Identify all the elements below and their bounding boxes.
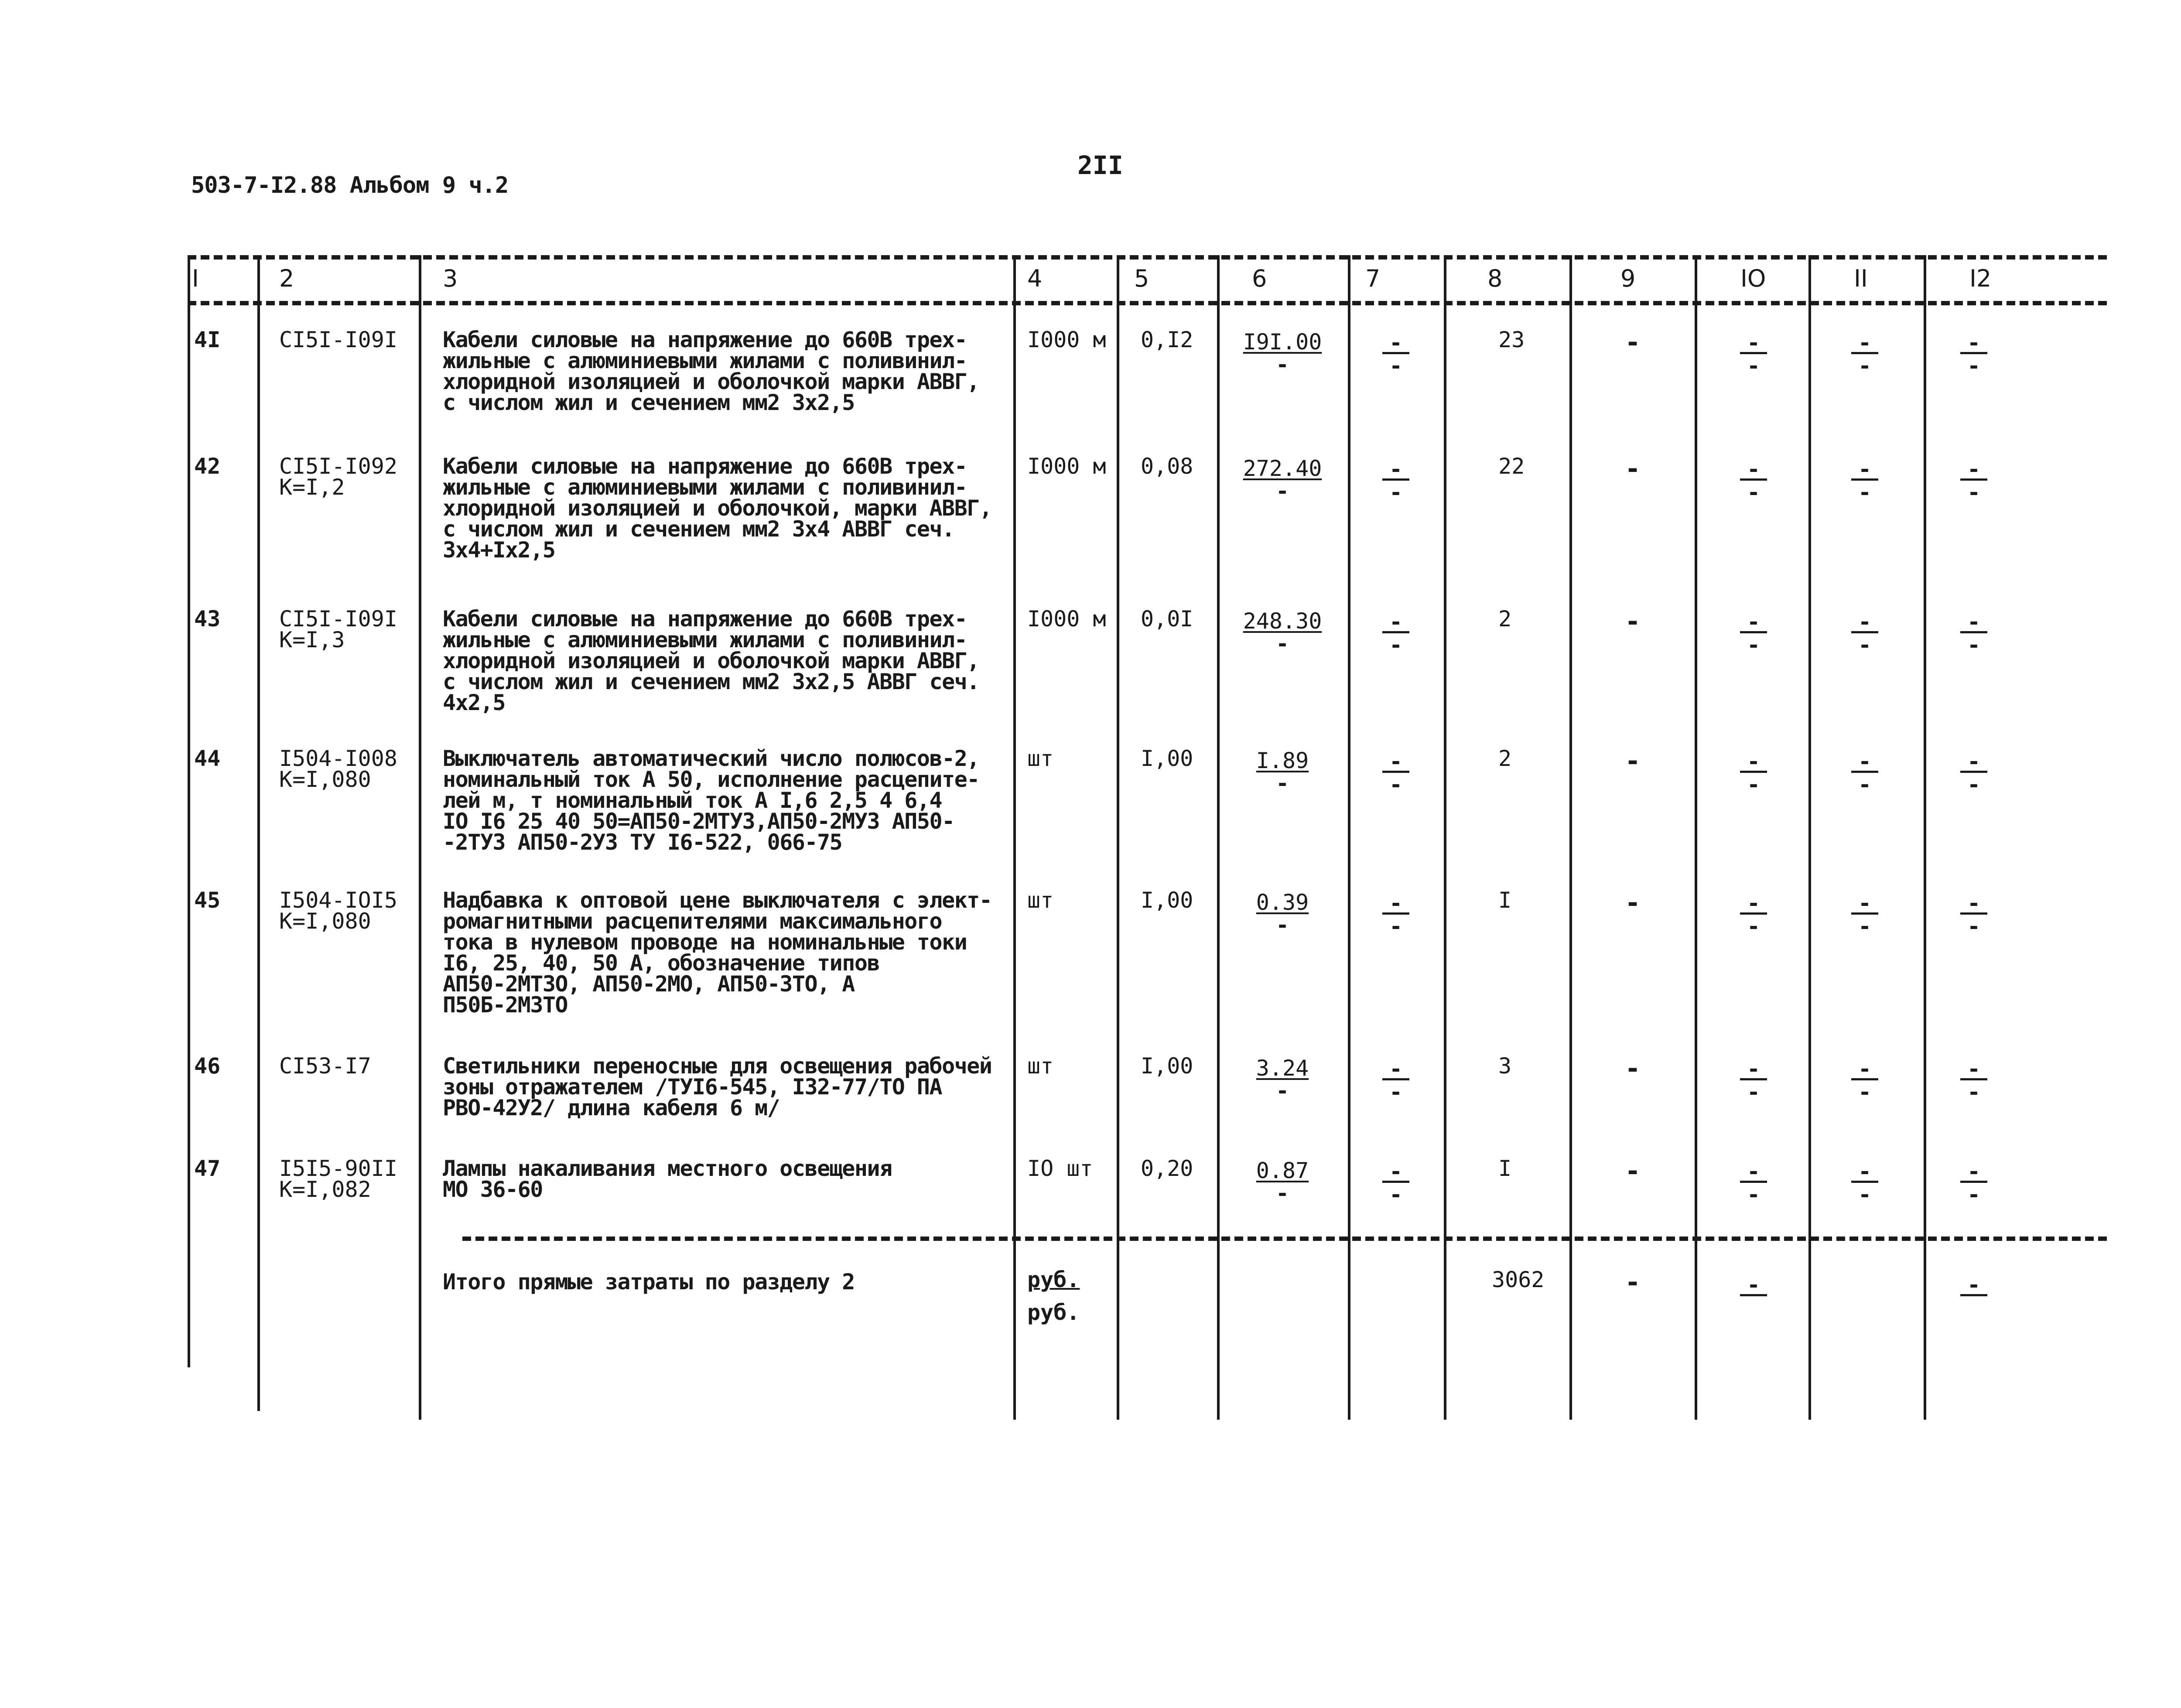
column-header-4: 4: [1027, 265, 1043, 292]
row-col-11-sub: -: [1858, 772, 1872, 797]
row-description: Кабели силовые на напряжение до 660В трех- жильные с алюминиевыми жилами с поливинил- хлоридной изоляцией и оболочкой, марки АВВГ, с числом жил и сечением мм2 3х4 АВВГ сеч. 3х4+Iх2,5: [443, 454, 992, 563]
row-price-sub: -: [1275, 352, 1289, 377]
row-col-10-value: -: [1740, 1162, 1767, 1183]
total-col-10-value: -: [1740, 1276, 1767, 1296]
row-col-7-sub: -: [1389, 1079, 1403, 1105]
row-unit: шт: [1027, 888, 1054, 913]
row-col-7: [1376, 330, 1415, 379]
row-price-value: 272.40: [1243, 456, 1322, 481]
total-rule: [462, 1237, 2107, 1241]
estimate-table: [188, 255, 2098, 1420]
row-col-12: [1954, 1159, 1993, 1207]
top-rule: [188, 255, 2107, 260]
row-col-11-sub: -: [1858, 914, 1872, 939]
row-col-11: [1845, 749, 1884, 797]
row-quantity: 0,08: [1141, 454, 1193, 479]
row-price-sub: -: [1275, 478, 1289, 504]
row-col-7-value: -: [1382, 460, 1409, 481]
row-col-10-value: -: [1740, 1060, 1767, 1080]
row-price-value: I9I.00: [1243, 329, 1322, 355]
total-unit-bottom: руб.: [1027, 1300, 1080, 1325]
row-quantity: 0,20: [1141, 1156, 1193, 1181]
page-number: 2II: [1077, 150, 1123, 180]
row-col-12-sub: -: [1967, 914, 1981, 939]
row-number: 43: [194, 606, 221, 632]
row-col-10-sub: -: [1747, 1182, 1761, 1207]
row-price-sub: -: [1275, 912, 1289, 938]
row-col-12: [1954, 749, 1993, 797]
row-col-10: [1734, 457, 1773, 505]
row-description: Кабели силовые на напряжение до 660В трех- жильные с алюминиевыми жилами с поливинил- хлоридной изоляцией и оболочкой марки АВВГ, с числом жил и сечением мм2 3х2,5: [443, 327, 979, 415]
row-col-10-value: -: [1740, 460, 1767, 481]
row-price: [1239, 608, 1326, 654]
row-col-7: [1376, 1159, 1415, 1207]
row-col-10: [1734, 1159, 1773, 1207]
row-col-11: [1845, 891, 1884, 939]
row-col-10-sub: -: [1747, 480, 1761, 505]
row-col-10-sub: -: [1747, 772, 1761, 797]
row-col-10: [1734, 609, 1773, 658]
row-unit: шт: [1027, 1053, 1054, 1079]
column-header-3: 3: [443, 265, 458, 292]
row-col-10-sub: -: [1747, 353, 1761, 379]
row-quantity: I,00: [1141, 1053, 1193, 1079]
row-col-7: [1376, 891, 1415, 939]
row-unit: IO шт: [1027, 1156, 1093, 1181]
row-number: 47: [194, 1156, 221, 1181]
row-col-11: [1845, 330, 1884, 379]
row-col-12-sub: -: [1967, 632, 1981, 658]
row-price: [1239, 890, 1326, 938]
row-unit: шт: [1027, 746, 1054, 771]
row-code: I5I5-90II К=I,082: [279, 1156, 397, 1202]
row-col-7-sub: -: [1389, 914, 1403, 939]
row-col-11-value: -: [1851, 613, 1878, 633]
row-col-11-value: -: [1851, 894, 1878, 915]
row-price-sub: -: [1275, 631, 1289, 656]
row-number: 46: [194, 1053, 221, 1079]
row-price-value: 3.24: [1256, 1056, 1309, 1081]
row-col-12: [1954, 609, 1993, 658]
row-col-12: [1954, 891, 1993, 939]
row-col-8: 2: [1498, 606, 1512, 632]
row-col-10-sub: -: [1747, 632, 1761, 658]
row-col-7: [1376, 609, 1415, 658]
row-price: [1239, 329, 1326, 375]
column-divider: [1117, 255, 1119, 1420]
total-col-8: 3062: [1492, 1267, 1545, 1292]
row-price-sub: -: [1275, 771, 1289, 796]
row-col-10-sub: -: [1747, 914, 1761, 939]
row-col-7: [1376, 749, 1415, 797]
row-col-7: [1376, 457, 1415, 505]
row-col-11-sub: -: [1858, 480, 1872, 505]
row-col-7-value: -: [1382, 334, 1409, 354]
column-header-12: I2: [1969, 265, 1992, 292]
row-col-12-value: -: [1960, 1060, 1987, 1080]
row-col-11-value: -: [1851, 1162, 1878, 1183]
row-price-value: 248.30: [1243, 608, 1322, 634]
column-header-9: 9: [1620, 265, 1636, 292]
row-unit: I000 м: [1027, 327, 1106, 352]
row-col-11-value: -: [1851, 334, 1878, 354]
row-col-10-value: -: [1740, 752, 1767, 773]
row-price-sub: -: [1275, 1181, 1289, 1206]
row-price-value: 0.87: [1256, 1158, 1309, 1183]
document-code: 503-7-I2.88 Альбом 9 ч.2: [191, 172, 509, 198]
row-col-11-sub: -: [1858, 1182, 1872, 1207]
row-col-11: [1845, 609, 1884, 658]
row-col-7-value: -: [1382, 1060, 1409, 1080]
row-price-value: 0.39: [1256, 890, 1309, 915]
row-col-10-sub: -: [1747, 1079, 1761, 1105]
row-price: [1239, 1056, 1326, 1101]
row-col-11-value: -: [1851, 752, 1878, 773]
row-col-12-sub: -: [1967, 480, 1981, 505]
row-col-7-value: -: [1382, 752, 1409, 773]
column-header-1: I: [192, 265, 199, 292]
row-col-7: [1376, 1056, 1415, 1105]
row-col-8: 23: [1498, 327, 1525, 352]
row-description: Лампы накаливания местного освещения МО 36-60: [443, 1156, 892, 1202]
column-divider: [1217, 255, 1220, 1420]
row-col-12-value: -: [1960, 460, 1987, 481]
column-divider: [1924, 255, 1926, 1420]
row-col-12-sub: -: [1967, 772, 1981, 797]
row-col-12-value: -: [1960, 752, 1987, 773]
row-code: CI53-I7: [279, 1053, 371, 1079]
header-rule: [188, 301, 2107, 305]
row-price: [1239, 456, 1326, 504]
column-divider: [1695, 255, 1697, 1420]
row-col-12: [1954, 1056, 1993, 1105]
row-col-7-value: -: [1382, 613, 1409, 633]
row-price: [1239, 748, 1326, 796]
row-col-8: 22: [1498, 454, 1525, 479]
row-col-11-value: -: [1851, 460, 1878, 481]
row-col-12-sub: -: [1967, 1079, 1981, 1105]
column-divider: [188, 255, 190, 1367]
row-col-12-value: -: [1960, 334, 1987, 354]
row-quantity: I,00: [1141, 888, 1193, 913]
column-header-8: 8: [1487, 265, 1503, 292]
row-price-sub: -: [1275, 1078, 1289, 1103]
row-col-11: [1845, 457, 1884, 505]
row-col-10: [1734, 891, 1773, 939]
column-header-6: 6: [1252, 265, 1267, 292]
row-description: Светильники переносные для освещения рабочей зоны отражателем /ТУI6-545, I32-77/ТО ПА РВО-42У2/ длина кабеля 6 м/: [443, 1053, 992, 1120]
row-description: Надбавка к оптовой цене выключателя с элект- ромагнитными расцепителями максимального тока в нулевом проводе на номинальные токи I6, 25, 40, 50 А, обозначение типов АП50-2МТЗО, АП50-2МО, АП50-ЗТО, А П50Б-2МЗТО: [443, 888, 992, 1018]
row-col-10-value: -: [1740, 334, 1767, 354]
row-price: [1239, 1158, 1326, 1206]
row-description: Выключатель автоматический число полюсов-2, номинальный ток А 50, исполнение расцепите- лей м, т номинальный ток А I,6 2,5 4 6,4 IO I6 25 40 50=АП50-2МТУЗ,АП50-2МУЗ АП50- -2ТУЗ АП50-2УЗ ТУ I6-522, 066-75: [443, 746, 979, 855]
row-col-10-value: -: [1740, 894, 1767, 915]
row-quantity: 0,I2: [1141, 327, 1193, 352]
row-col-10-value: -: [1740, 613, 1767, 633]
column-header-5: 5: [1134, 265, 1149, 292]
row-col-7-sub: -: [1389, 480, 1403, 505]
total-col-12-value: -: [1960, 1276, 1987, 1296]
row-col-11: [1845, 1159, 1884, 1207]
row-number: 42: [194, 454, 221, 479]
column-divider: [419, 255, 421, 1420]
row-unit: I000 м: [1027, 606, 1106, 632]
row-col-7-sub: -: [1389, 772, 1403, 797]
column-header-10: IO: [1740, 265, 1766, 292]
row-col-12-sub: -: [1967, 1182, 1981, 1207]
row-code: CI5I-I09I К=I,3: [279, 606, 397, 652]
row-col-11-sub: -: [1858, 632, 1872, 658]
row-description: Кабели силовые на напряжение до 660В трех- жильные с алюминиевыми жилами с поливинил- хлоридной изоляцией и оболочкой марки АВВГ, с числом жил и сечением мм2 3х2,5 АВВГ сеч. 4х2,5: [443, 606, 979, 715]
column-divider: [1808, 255, 1811, 1420]
total-col-12: [1954, 1272, 1993, 1314]
row-col-9: -: [1625, 454, 1641, 484]
row-code: I504-I008 К=I,080: [279, 746, 397, 792]
total-col-9: -: [1625, 1267, 1641, 1298]
row-col-12-value: -: [1960, 894, 1987, 915]
column-header-2: 2: [279, 265, 294, 292]
row-code: CI5I-I09I: [279, 327, 397, 352]
row-unit: I000 м: [1027, 454, 1106, 479]
row-col-9: -: [1625, 888, 1641, 918]
row-price-value: I.89: [1256, 748, 1309, 773]
row-col-12-value: -: [1960, 613, 1987, 633]
row-quantity: I,00: [1141, 746, 1193, 771]
row-col-8: I: [1498, 888, 1512, 913]
row-col-10: [1734, 749, 1773, 797]
column-divider: [1444, 255, 1446, 1420]
row-col-7-value: -: [1382, 894, 1409, 915]
row-col-7-sub: -: [1389, 353, 1403, 379]
row-col-11-sub: -: [1858, 353, 1872, 379]
column-divider: [1569, 255, 1572, 1420]
row-number: 45: [194, 888, 221, 913]
row-col-10: [1734, 1056, 1773, 1105]
row-col-12-sub: -: [1967, 353, 1981, 379]
total-label: Итого прямые затраты по разделу 2: [443, 1269, 855, 1295]
row-code: I504-IOI5 К=I,080: [279, 888, 397, 934]
row-col-10: [1734, 330, 1773, 379]
row-quantity: 0,0I: [1141, 606, 1193, 632]
row-col-11-value: -: [1851, 1060, 1878, 1080]
row-col-9: -: [1625, 746, 1641, 776]
row-col-11-sub: -: [1858, 1079, 1872, 1105]
row-col-8: I: [1498, 1156, 1512, 1181]
row-col-12: [1954, 330, 1993, 379]
row-col-7-sub: -: [1389, 1182, 1403, 1207]
column-divider: [1348, 255, 1350, 1420]
row-col-9: -: [1625, 327, 1641, 358]
row-col-8: 2: [1498, 746, 1512, 771]
row-col-9: -: [1625, 1053, 1641, 1084]
row-col-11: [1845, 1056, 1884, 1105]
row-col-12-value: -: [1960, 1162, 1987, 1183]
row-col-8: 3: [1498, 1053, 1512, 1079]
total-col-10: [1734, 1272, 1773, 1314]
row-col-7-sub: -: [1389, 632, 1403, 658]
row-code: CI5I-I092 К=I,2: [279, 454, 397, 500]
row-number: 4I: [194, 327, 221, 352]
column-divider: [257, 255, 260, 1411]
column-header-7: 7: [1365, 265, 1381, 292]
row-col-9: -: [1625, 606, 1641, 637]
row-col-9: -: [1625, 1156, 1641, 1186]
row-col-7-value: -: [1382, 1162, 1409, 1183]
total-unit-top: руб.: [1027, 1267, 1080, 1292]
row-number: 44: [194, 746, 221, 771]
row-col-12: [1954, 457, 1993, 505]
column-header-11: II: [1854, 265, 1868, 292]
